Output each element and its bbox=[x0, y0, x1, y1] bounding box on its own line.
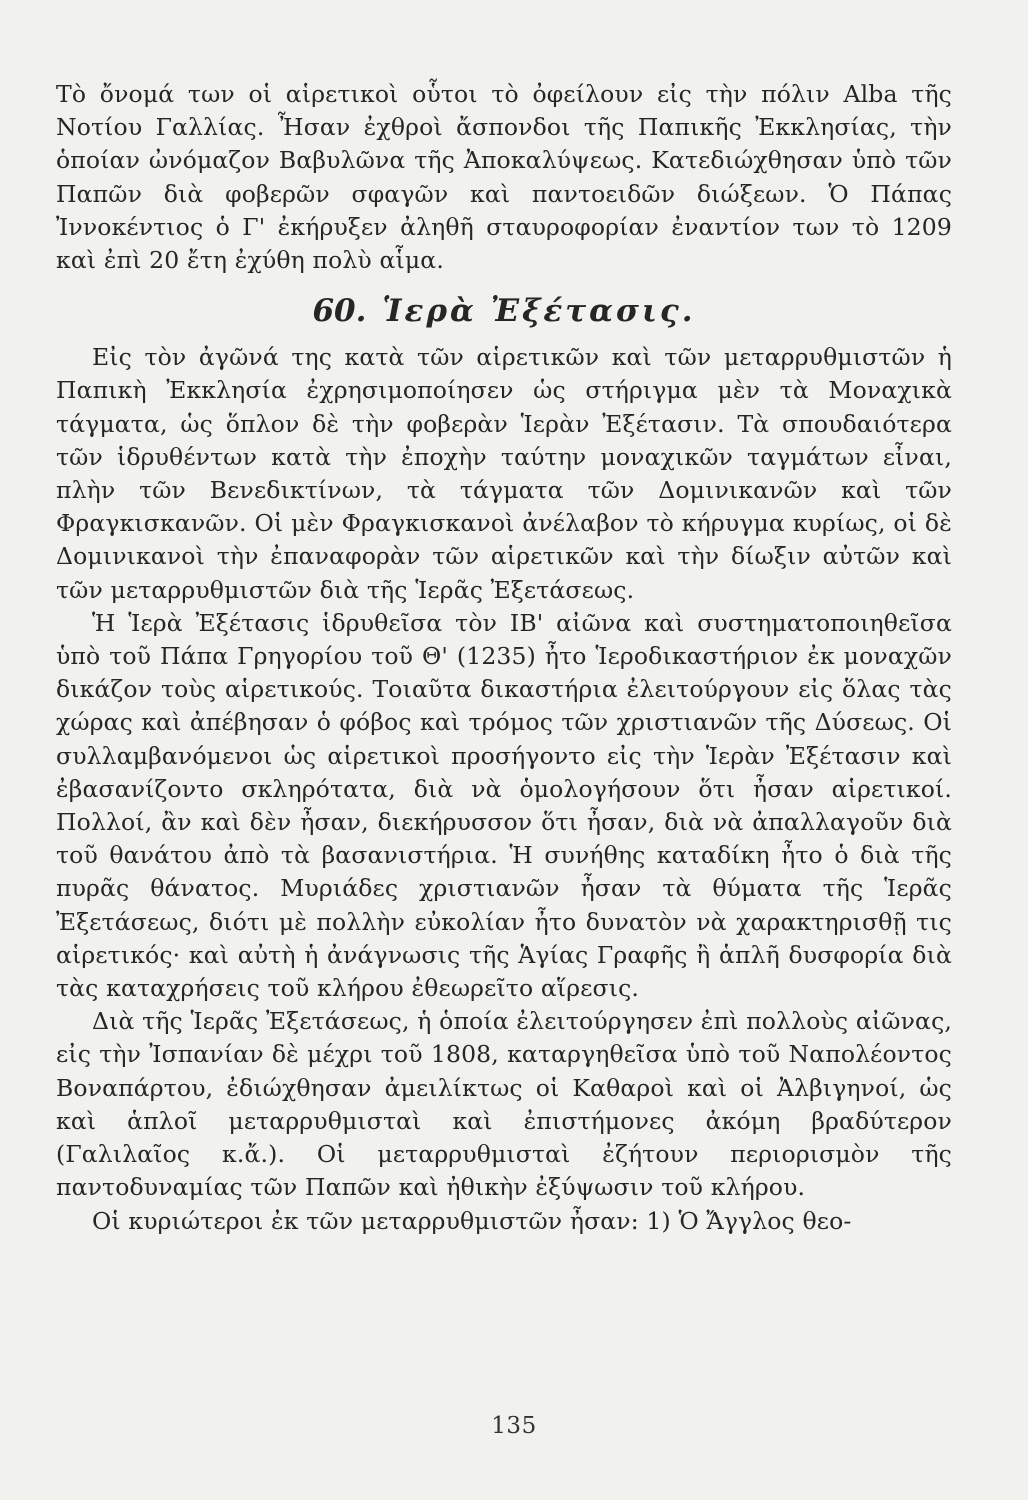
page-body bbox=[56, 78, 952, 1238]
paragraph-inquisition: Ἡ Ἱερὰ Ἐξέτασις ἱδρυθεῖσα τὸν ΙΒ' αἰῶνα καὶ συστηματοποιηθεῖσα ὑπὸ τοῦ Πάπα Γρηγορίου τοῦ Θ' (1235) ἦτο Ἱεροδικαστήριον ἐκ μοναχῶν δικάζον τοὺς αἱρετικούς. Τοιαῦτα δικαστήρια ἐλειτούργουν εἰς ὅλας τὰς χώρας καὶ ἀπέβησαν ὁ φόβος καὶ τρόμος τῶν χριστιανῶν τῆς Δύσεως. Οἱ συλλαμβανόμενοι ὡς αἱρετικοὶ προσήγοντο εἰς τὴν Ἱερὰν Ἐξέτασιν καὶ ἐβασανίζοντο σκληρότατα, διὰ νὰ ὁμολογήσουν ὅτι ἦσαν αἱρετικοί. Πολλοί, ἂν καὶ δὲν ἦσαν, διεκήρυσσον ὅτι ἦσαν, διὰ νὰ ἀπαλλαγοῦν διὰ τοῦ θανάτου ἀπὸ τὰ βασανιστήρια. Ἡ συνήθης καταδίκη ἦτο ὁ διὰ τῆς πυρᾶς θάνατος. Μυριάδες χριστιανῶν ἦσαν τὰ θύματα τῆς Ἱερᾶς Ἐξετάσεως, διότι μὲ πολλὴν εὐκολίαν ἦτο δυνατὸν νὰ χαρακτηρισθῇ τις αἱρετικός· καὶ αὐτὴ ἡ ἀνάγνωσις τῆς Ἁγίας Γραφῆς ἢ ἁπλῆ δυσφορία διὰ τὰς καταχρήσεις τοῦ κλήρου ἐθεωρεῖτο αἵρεσις. bbox=[56, 608, 952, 1003]
section-number: 60. bbox=[312, 293, 367, 330]
section-title: Ἱερὰ Ἐξέτασις. bbox=[382, 293, 696, 330]
paragraph-monastic-orders: Εἰς τὸν ἀγῶνά της κατὰ τῶν αἱρετικῶν καὶ τῶν μεταρρυθμιστῶν ἡ Παπικὴ Ἐκκλησία ἐχρησιμοποίησεν ὡς στήριγμα μὲν τὰ Μοναχικὰ τάγματα, ὡς ὅπλον δὲ τὴν φοβερὰν Ἱερὰν Ἐξέτασιν. Τὰ σπουδαιότερα τῶν ἱδρυθέντων κατὰ τὴν ἐποχὴν ταύτην μοναχικῶν ταγμάτων εἶναι, πλὴν τῶν Βενεδικτίνων, τὰ τάγματα τῶν Δομινικανῶν καὶ τῶν Φραγκισκανῶν. Οἱ μὲν Φραγκισκανοὶ ἀνέλαβον τὸ κήρυγμα κυρίως, οἱ δὲ Δομινικανοὶ τὴν ἐπαναφορὰν τῶν αἱρετικῶν καὶ τὴν δίωξιν αὐτῶν καὶ τῶν μεταρρυθμιστῶν διὰ τῆς Ἱερᾶς Ἐξετάσεως. bbox=[56, 343, 952, 604]
paragraph-reformers: Οἱ κυριώτεροι ἐκ τῶν μεταρρυθμιστῶν ἦσαν: 1) Ὁ Ἄγγλος θεο- bbox=[92, 1206, 852, 1235]
page-number: 135 bbox=[491, 1413, 537, 1439]
section-heading bbox=[56, 291, 952, 331]
paragraph-persecutions: Διὰ τῆς Ἱερᾶς Ἐξετάσεως, ἡ ὁποία ἐλειτούργησεν ἐπὶ πολλοὺς αἰῶνας, εἰς τὴν Ἰσπανίαν δὲ μέχρι τοῦ 1808, καταργηθεῖσα ὑπὸ τοῦ Ναπολέοντος Βοναπάρτου, ἐδιώχθησαν ἀμειλίκτως οἱ Καθαροὶ καὶ οἱ Ἀλβιγηνοί, ὡς καὶ ἁπλοῖ μεταρρυθμισταὶ καὶ ἐπιστήμονες ἀκόμη βραδύτερον (Γαλιλαῖος κ.ἄ.). Οἱ μεταρρυθμισταὶ ἐζήτουν περιορισμὸν τῆς παντοδυναμίας τῶν Παπῶν καὶ ἠθικὴν ἐξύψωσιν τοῦ κλήρου. bbox=[56, 1007, 952, 1202]
paragraph-albigensians: Τὸ ὄνομά των οἱ αἱρετικοὶ οὗτοι τὸ ὀφείλουν εἰς τὴν πόλιν Alba τῆς Νοτίου Γαλλίας. Ἦσαν ἐχθροὶ ἄσπονδοι τῆς Παπικῆς Ἐκκλησίας, τὴν ὁποίαν ὠνόμαζον Βαβυλῶνα τῆς Ἀποκαλύψεως. Κατεδιώχθησαν ὑπὸ τῶν Παπῶν διὰ φοβερῶν σφαγῶν καὶ παντοειδῶν διώξεων. Ὁ Πάπας Ἰννοκέντιος ὁ Γ' ἐκήρυξεν ἀληθῆ σταυροφορίαν ἐναντίον των τὸ 1209 καὶ ἐπὶ 20 ἔτη ἐχύθη πολὺ αἷμα. bbox=[56, 80, 952, 275]
